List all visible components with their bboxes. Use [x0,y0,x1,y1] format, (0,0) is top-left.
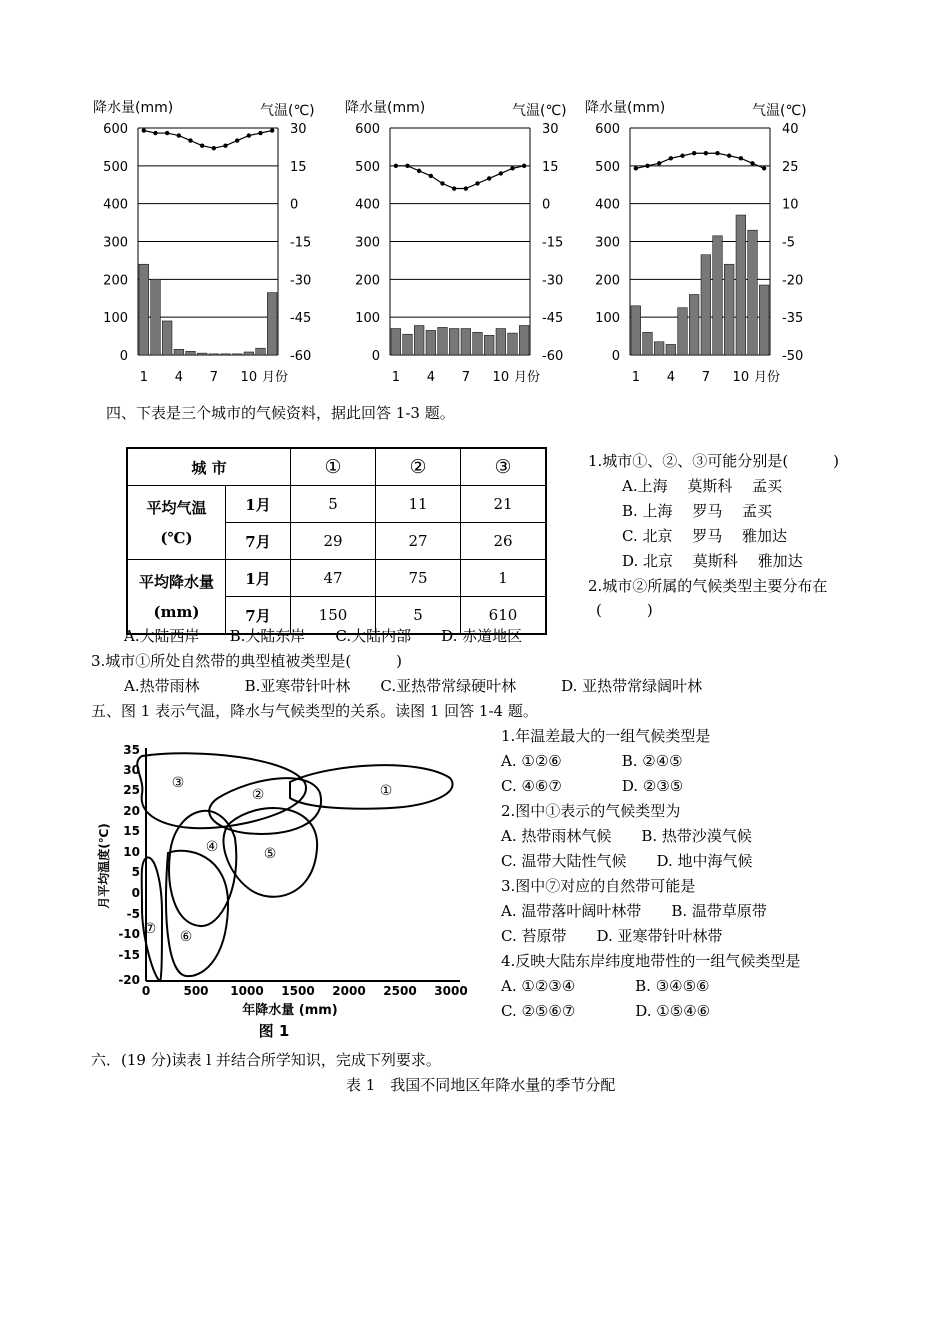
temp-point [188,138,192,142]
s5-q2: 2.图中①表示的气候类型为 [501,802,681,820]
region-label: ⑦ [143,921,157,937]
precip-bar [748,230,758,355]
precip-tick: 0 [611,349,620,364]
figure-caption: 图 1 [258,1022,290,1040]
table-cell: 26 [461,523,547,560]
temp-point [739,156,743,160]
month-tick: 7 [701,370,710,385]
temp-point [657,161,661,165]
table-cell: 75 [376,560,461,597]
precip-bar [678,308,688,355]
month-tick: 4 [174,370,183,385]
temp-tick: -15 [542,235,564,251]
s5-q1-ab: A. ①②⑥ B. ②④⑤ [501,752,683,770]
precip-bar [162,321,172,355]
s5-q3: 3.图中⑦对应的自然带可能是 [501,877,696,895]
y-ticks [118,743,140,987]
s4-q1: 1.城市①、②、③可能分别是( ) [588,452,840,470]
section6-intro: 六．(19 分)读表 l 并结合所学知识，完成下列要求。 [91,1051,441,1069]
temp-point [223,143,227,147]
precip-tick: 600 [103,122,128,137]
precip-tick: 400 [103,197,128,213]
precip-tick: 200 [103,273,128,289]
precip-bar [151,279,161,355]
precip-axis-label: 降水量(mm) [345,100,426,116]
temp-tick: -35 [782,311,804,327]
region-label: ① [379,783,393,799]
temp-point [394,164,398,168]
precip-bar [508,333,518,355]
x-tick: 0 [141,984,151,998]
precip-tick: 300 [595,235,620,251]
precip-bar [414,325,424,355]
table-cell: 5 [291,486,376,523]
temp-point [750,161,754,165]
precip-bar [759,285,769,355]
y-tick: 0 [131,886,140,900]
temp-tick: -60 [290,349,312,364]
temp-point [247,133,251,137]
temp-line [144,131,272,149]
table-cell: 21 [461,486,547,523]
temp-point [177,133,181,137]
climate-regions [137,753,452,981]
temp-point [634,166,638,170]
precip-bar [643,332,653,355]
temp-tick: -60 [542,349,564,364]
table-cell: 29 [291,523,376,560]
precip-bar [186,351,196,355]
y-tick: 25 [123,783,140,797]
precip-tick: 300 [103,235,128,251]
s4-q1-c: C. 北京 罗马 雅加达 [622,527,788,545]
climate-charts [0,90,950,395]
precip-bar [496,329,506,355]
temp-tick: 0 [542,197,551,213]
precip-tick: 300 [355,235,380,251]
s5-q2-cd: C. 温带大陆性气候 D. 地中海气候 [501,852,753,870]
temp-point [258,131,262,135]
temp-point [429,174,433,178]
precip-bar [391,329,401,355]
precip-bar [666,344,676,355]
temp-point [212,146,216,150]
precip-bar [232,354,242,355]
region-label: ③ [171,775,185,791]
temp-tick: 30 [542,122,559,137]
precip-tick: 100 [355,311,380,327]
s4-q3: 3.城市①所处自然带的典型植被类型是( ) [91,652,403,670]
y-tick: 5 [131,865,140,879]
precip-tick: 0 [119,349,128,364]
month-jan: 1月 [226,560,291,597]
month-tick: 4 [426,370,435,385]
s4-q1-a: A.上海 莫斯科 孟买 [622,477,783,495]
temp-point [452,186,456,190]
month-unit: 月份 [754,370,781,385]
x-tick: 1000 [230,984,264,998]
table-header-city3: ③ [461,448,547,486]
temp-point [475,181,479,185]
precip-tick: 200 [355,273,380,289]
month-tick: 1 [139,370,148,385]
temp-tick: 30 [290,122,307,137]
s5-q4-ab: A. ①②③④ B. ③④⑤⑥ [501,977,710,995]
precip-tick: 200 [595,273,620,289]
s5-q3-ab: A. 温带落叶阔叶林带 B. 温带草原带 [501,902,767,920]
temp-point [270,128,274,132]
temp-tick: -30 [542,273,564,289]
region-labels [144,775,393,945]
precip-tick: 600 [595,122,620,137]
temp-point [417,169,421,173]
precip-bar [403,334,413,355]
temp-tick: 15 [290,159,307,175]
precip-bar [174,349,184,355]
precip-bar [473,332,483,355]
region-6 [166,851,228,976]
region-label: ④ [205,839,219,855]
table-cell: 150 [291,597,376,635]
y-tick: 10 [123,845,140,859]
table-header-city: 城 市 [127,448,291,486]
table-cell: 11 [376,486,461,523]
temp-tick: -20 [782,273,804,289]
x-tick: 2000 [332,984,366,998]
temp-tick: 40 [782,122,799,137]
temp-point [645,164,649,168]
temp-point [464,186,468,190]
s5-q4-cd: C. ②⑤⑥⑦ D. ①⑤④⑥ [501,1002,711,1020]
temp-point [727,154,731,158]
temp-point [669,156,673,160]
y-tick: -10 [118,927,140,941]
precip-bar [139,264,149,355]
region-7 [142,857,162,981]
month-jul: 7月 [226,523,291,560]
s5-q2-ab: A. 热带雨林气候 B. 热带沙漠气候 [501,827,752,845]
precip-bar [713,236,723,355]
temp-tick: -50 [782,349,804,364]
y-tick: 35 [123,743,140,757]
precip-tick: 600 [355,122,380,137]
precip-bar [689,294,699,355]
precip-bar [519,325,529,355]
temp-axis-label: 气温(℃) [260,103,315,119]
y-axis-label: 月平均温度(℃) [97,823,111,909]
precip-tick: 400 [355,197,380,213]
region-label: ② [251,787,265,803]
table-header-city2: ② [376,448,461,486]
temp-point [692,151,696,155]
month-tick: 10 [492,370,510,385]
month-tick: 1 [391,370,400,385]
temp-point [405,164,409,168]
precip-bar [736,215,746,355]
precip-tick: 500 [103,159,128,175]
y-tick: -15 [118,948,140,962]
precip-bar [209,354,219,355]
precip-bar [221,354,231,355]
precip-tick: 500 [595,159,620,175]
s4-q3-options: A.热带雨林 B.亚寒带针叶林 C.亚热带常绿硬叶林 D. 亚热带常绿阔叶林 [124,677,703,695]
section5-intro: 五、图 1 表示气温，降水与气候类型的关系。读图 1 回答 1-4 题。 [91,702,538,720]
precip-axis-label: 降水量(mm) [585,100,666,116]
s4-q2-paren: ( ) [596,601,653,619]
region-1 [290,765,453,809]
month-tick: 1 [631,370,640,385]
temp-tick: -30 [290,273,312,289]
y-tick: 30 [123,763,140,777]
temp-point [200,143,204,147]
s4-q2: 2.城市②所属的气候类型主要分布在 [588,577,828,595]
s5-q1-cd: C. ④⑥⑦ D. ②③⑤ [501,777,684,795]
temp-axis-label: 气温(℃) [512,103,567,119]
temp-tick: 10 [782,197,799,213]
precip-bar [244,352,254,355]
s4-q1-b: B. 上海 罗马 孟买 [622,502,773,520]
s5-q4: 4.反映大陆东岸纬度地带性的一组气候类型是 [501,952,801,970]
temp-point [522,164,526,168]
temp-tick: -45 [290,311,312,327]
precip-bar [449,329,459,355]
x-axis-label: 年降水量 (mm) [242,1003,338,1018]
precip-tick: 100 [595,311,620,327]
region-label: ⑥ [179,929,193,945]
temp-tick: 25 [782,159,799,175]
x-ticks [142,984,468,998]
precip-bar [267,293,277,355]
x-tick: 1500 [281,984,315,998]
precip-bar [484,335,494,355]
precip-tick: 100 [103,311,128,327]
x-tick: 500 [183,984,209,998]
s5-q1: 1.年温差最大的一组气候类型是 [501,727,711,745]
temp-line [396,166,524,189]
month-tick: 4 [666,370,675,385]
temp-point [487,176,491,180]
y-tick: 20 [123,804,140,818]
temp-point [142,128,146,132]
table-cell: 1 [461,560,547,597]
temp-point [704,151,708,155]
temp-point [499,171,503,175]
s4-q2-options: A.大陆西岸 B.大陆东岸 C.大陆内部 D. 赤道地区 [124,627,523,645]
precip-tick: 400 [595,197,620,213]
table-cell: 610 [461,597,547,635]
precip-row-label: 平均降水量 (mm) [127,560,226,635]
table-header-city1: ① [291,448,376,486]
temp-tick: -5 [782,235,795,251]
temp-tick: 0 [290,197,299,213]
month-tick: 10 [732,370,750,385]
x-tick: 3000 [434,984,468,998]
temp-axis-label: 气温(℃) [752,103,807,119]
precip-bar [256,348,266,355]
temp-row-label: 平均气温 (℃) [127,486,226,560]
precip-bar [426,330,436,355]
y-tick: -5 [126,907,140,921]
temp-tick: 15 [542,159,559,175]
precip-bar [631,306,641,355]
temp-point [510,166,514,170]
month-unit: 月份 [262,370,289,385]
precip-bar [438,327,448,355]
month-tick: 10 [240,370,258,385]
temp-point [440,181,444,185]
precip-bar [197,353,207,355]
y-tick: 15 [123,824,140,838]
table-cell: 47 [291,560,376,597]
month-jan: 1月 [226,486,291,523]
s4-q1-d: D. 北京 莫斯科 雅加达 [622,552,803,570]
temp-point [680,154,684,158]
table-cell: 27 [376,523,461,560]
month-unit: 月份 [514,370,541,385]
precip-axis-label: 降水量(mm) [93,100,174,116]
temp-point [715,151,719,155]
month-tick: 7 [461,370,470,385]
climate-table [126,447,547,635]
precip-tick: 500 [355,159,380,175]
table-cell: 5 [376,597,461,635]
y-tick: -20 [118,973,140,987]
temp-point [165,131,169,135]
temp-tick: -45 [542,311,564,327]
month-jul: 7月 [226,597,291,635]
s5-q3-cd: C. 苔原带 D. 亚寒带针叶林带 [501,927,723,945]
temp-point [153,131,157,135]
region-label: ⑤ [263,846,277,862]
section6-table-title: 表 1 我国不同地区年降水量的季节分配 [346,1076,616,1094]
precip-bar [701,255,711,355]
section4-intro: 四、下表是三个城市的气候资料，据此回答 1-3 题。 [106,404,455,422]
figure-1 [90,738,470,1043]
x-tick: 2500 [383,984,417,998]
temp-point [235,138,239,142]
precip-bar [654,342,664,355]
precip-bar [724,264,734,355]
temp-tick: -15 [290,235,312,251]
precip-bar [461,329,471,355]
month-tick: 7 [209,370,218,385]
precip-tick: 0 [371,349,380,364]
temp-point [762,166,766,170]
